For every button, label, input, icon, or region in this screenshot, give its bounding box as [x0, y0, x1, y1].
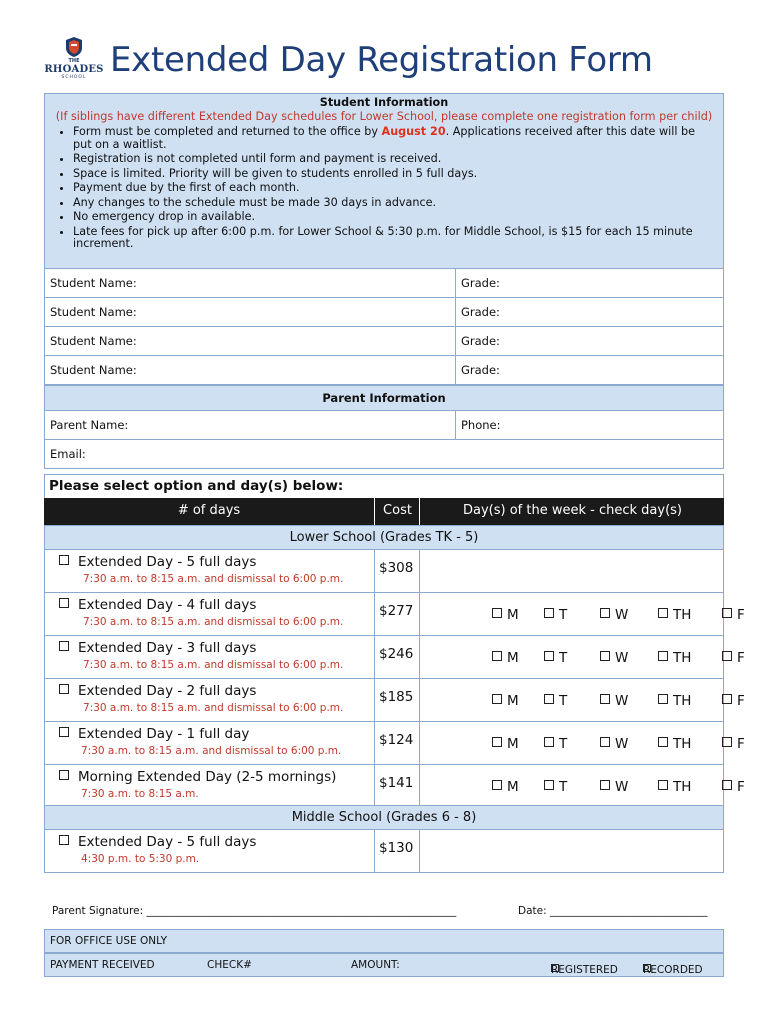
grade-field[interactable]: Grade:	[461, 305, 500, 319]
option-time: 7:30 a.m. to 8:15 a.m. and dismissal to 6:00 p.m.	[83, 616, 344, 628]
office-use-bar	[44, 929, 724, 953]
option-time: 4:30 p.m. to 5:30 p.m.	[81, 853, 200, 865]
day-checkbox-t[interactable]: T	[544, 736, 567, 752]
grade-field[interactable]: Grade:	[461, 276, 500, 290]
office-fields-bar: PAYMENT RECEIVED CHECK# AMOUNT: REGISTERED RECORDED	[44, 953, 724, 977]
logo-the: THE	[68, 58, 80, 64]
option-time: 7:30 a.m. to 8:15 a.m. and dismissal to 6:00 p.m.	[83, 659, 344, 671]
grade-field[interactable]: Grade:	[461, 334, 500, 348]
option-checkbox-ls-3[interactable]: Extended Day - 3 full days	[59, 640, 256, 656]
option-cost: $246	[375, 636, 420, 678]
day-checkbox-f[interactable]: F	[722, 693, 745, 709]
option-checkbox-ls-1[interactable]: Extended Day - 1 full day	[59, 726, 249, 742]
rule-item: • Space is limited. Priority will be given to students enrolled in 5 full days.	[73, 168, 717, 181]
student-name-field[interactable]: Student Name:	[45, 327, 456, 355]
option-cost: $130	[375, 830, 420, 872]
option-time: 7:30 a.m. to 8:15 a.m. and dismissal to 6:00 p.m.	[83, 573, 344, 585]
student-row	[44, 327, 724, 356]
day-checkbox-t[interactable]: T	[544, 607, 567, 623]
days-cell	[420, 636, 745, 678]
option-cost: $141	[375, 765, 420, 807]
checkbox-icon[interactable]	[59, 835, 69, 845]
day-checkbox-th[interactable]: TH	[658, 693, 691, 709]
checkbox-icon[interactable]	[59, 555, 69, 565]
day-checkbox-w[interactable]: W	[600, 736, 628, 752]
student-row	[44, 356, 724, 385]
option-checkbox-ms-5[interactable]: Extended Day - 5 full days	[59, 834, 256, 850]
checkbox-icon[interactable]	[59, 727, 69, 737]
rule-item: • No emergency drop in available.	[73, 211, 717, 224]
student-name-field[interactable]: Student Name:	[45, 269, 456, 297]
date-line[interactable]: Date: ______________________________	[518, 905, 708, 917]
amount-label: AMOUNT:	[351, 959, 400, 971]
col-week-header: Day(s) of the week - check day(s)	[419, 498, 725, 525]
student-info-heading: Student Information	[319, 96, 449, 109]
option-row	[44, 679, 745, 722]
option-time: 7:30 a.m. to 8:15 a.m. and dismissal to 6:00 p.m.	[83, 702, 344, 714]
option-row	[44, 765, 745, 808]
lower-school-section: Lower School (Grades TK - 5)	[44, 525, 724, 550]
option-checkbox-ls-5[interactable]: Extended Day - 5 full days	[59, 554, 256, 570]
rule-item: • Late fees for pick up after 6:00 p.m. for Lower School & 5:30 p.m. for Middle School, is $15 for each 15 minute increment.	[73, 226, 717, 251]
middle-school-section: Middle School (Grades 6 - 8)	[44, 805, 724, 830]
option-cost: $124	[375, 722, 420, 764]
options-header	[44, 498, 724, 525]
school-logo	[44, 36, 104, 86]
col-cost-header: Cost	[374, 498, 420, 525]
grade-field[interactable]: Grade:	[461, 363, 500, 377]
options-title: Please select option and day(s) below:	[44, 474, 724, 498]
day-checkbox-w[interactable]: W	[600, 693, 628, 709]
days-cell	[420, 830, 723, 872]
day-checkbox-th[interactable]: TH	[658, 779, 691, 795]
day-checkbox-f[interactable]: F	[722, 607, 745, 623]
days-cell	[420, 765, 745, 807]
option-time: 7:30 a.m. to 8:15 a.m.	[81, 788, 199, 800]
checkbox-icon[interactable]	[59, 770, 69, 780]
page-title: Extended Day Registration Form	[110, 40, 653, 80]
rule-item: • Any changes to the schedule must be made 30 days in advance.	[73, 197, 717, 210]
logo-school: SCHOOL	[61, 75, 87, 80]
student-row	[44, 269, 724, 298]
option-cost: $185	[375, 679, 420, 721]
col-days-header: # of days	[177, 503, 241, 518]
student-row	[44, 298, 724, 327]
option-checkbox-ls-4[interactable]: Extended Day - 4 full days	[59, 597, 256, 613]
option-cost: $277	[375, 593, 420, 635]
day-checkbox-m[interactable]: M	[492, 736, 519, 752]
day-checkbox-f[interactable]: F	[722, 736, 745, 752]
day-checkbox-m[interactable]: M	[492, 650, 519, 666]
option-checkbox-morning[interactable]: Morning Extended Day (2-5 mornings)	[59, 769, 336, 785]
parent-name-field[interactable]: Parent Name:	[45, 411, 456, 439]
option-row	[44, 830, 724, 873]
office-use-label: FOR OFFICE USE ONLY	[50, 935, 167, 947]
day-checkbox-w[interactable]: W	[600, 650, 628, 666]
day-checkbox-m[interactable]: M	[492, 779, 519, 795]
email-row	[44, 440, 724, 469]
day-checkbox-t[interactable]: T	[544, 693, 567, 709]
parent-row	[44, 411, 724, 440]
day-checkbox-f[interactable]: F	[722, 779, 745, 795]
deadline-highlight: August 20	[381, 125, 446, 138]
day-checkbox-m[interactable]: M	[492, 693, 519, 709]
option-row	[44, 636, 745, 679]
days-cell	[420, 722, 745, 764]
option-row	[44, 722, 745, 765]
phone-field[interactable]: Phone:	[461, 418, 501, 432]
days-cell	[420, 593, 745, 635]
rules-list	[51, 126, 717, 251]
days-cell	[420, 550, 723, 592]
check-number-label: CHECK#	[207, 959, 252, 971]
option-row	[44, 550, 724, 593]
student-info-block	[44, 93, 724, 269]
rule-item: • Payment due by the first of each month.	[73, 182, 717, 195]
rule-item: • Form must be completed and returned to the office by August 20. Applications received after this date will be put on a waitlist.	[73, 126, 717, 151]
day-checkbox-t[interactable]: T	[544, 779, 567, 795]
day-checkbox-m[interactable]: M	[492, 607, 519, 623]
email-field[interactable]: Email:	[50, 447, 86, 461]
logo-name: RHOADES	[44, 64, 104, 75]
day-checkbox-th[interactable]: TH	[658, 607, 691, 623]
student-name-field[interactable]: Student Name:	[45, 356, 456, 384]
day-checkbox-f[interactable]: F	[722, 650, 745, 666]
student-name-field[interactable]: Student Name:	[45, 298, 456, 326]
parent-signature-line[interactable]: Parent Signature: ___________________________________________________________	[52, 905, 457, 917]
option-time: 7:30 a.m. to 8:15 a.m. and dismissal to 6:00 p.m.	[81, 745, 342, 757]
sibling-note: (If siblings have different Extended Day schedules for Lower School, please complete one registration form per child)	[55, 110, 713, 123]
day-checkbox-th[interactable]: TH	[658, 736, 691, 752]
checkbox-icon[interactable]	[59, 641, 69, 651]
day-checkbox-w[interactable]: W	[600, 779, 628, 795]
checkbox-icon[interactable]	[59, 684, 69, 694]
days-cell	[420, 679, 745, 721]
parent-info-heading: Parent Information	[44, 385, 724, 411]
day-checkbox-w[interactable]: W	[600, 607, 628, 623]
day-checkbox-t[interactable]: T	[544, 650, 567, 666]
option-cost: $308	[375, 550, 420, 592]
crest-icon	[63, 36, 85, 58]
checkbox-icon[interactable]	[59, 598, 69, 608]
payment-received-label: PAYMENT RECEIVED	[50, 959, 155, 971]
day-checkbox-th[interactable]: TH	[658, 650, 691, 666]
rule-item: • Registration is not completed until form and payment is received.	[73, 153, 717, 166]
option-checkbox-ls-2[interactable]: Extended Day - 2 full days	[59, 683, 256, 699]
option-row	[44, 593, 745, 636]
